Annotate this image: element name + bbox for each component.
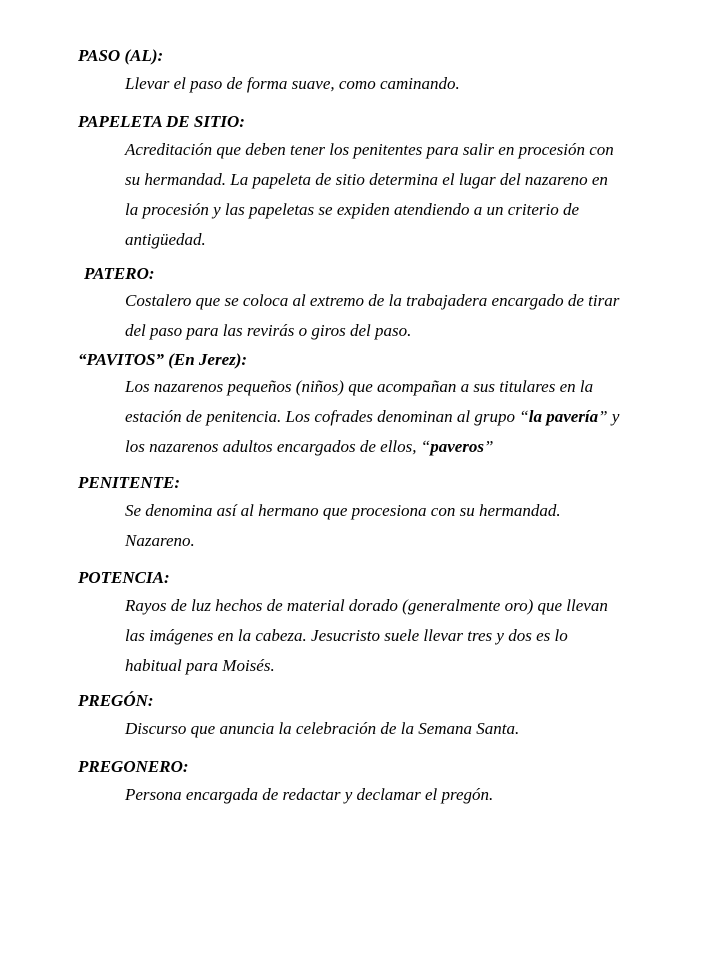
definition-potencia <box>125 591 700 681</box>
definition-penitente <box>125 496 700 556</box>
definition-line: Costalero que se coloca al extremo de la trabajadera encargado de tirar <box>125 291 620 310</box>
term-highlight-paveros: paveros <box>430 437 485 456</box>
definition-line: Se denomina así al hermano que procesiona con su hermandad. <box>125 501 561 520</box>
term-potencia: POTENCIA: <box>78 568 170 587</box>
definition-patero <box>125 286 700 346</box>
definition-line: del paso para las revirás o giros del paso. <box>125 321 412 340</box>
definition-line: Acreditación que deben tener los penitentes para salir en procesión con <box>125 140 614 159</box>
term-pregonero: PREGONERO: <box>78 757 189 776</box>
term-patero: PATERO: <box>84 264 155 283</box>
term-highlight-paveria: la pavería <box>528 407 599 426</box>
term-penitente: PENITENTE: <box>78 473 180 492</box>
definition-line: habitual para Moisés. <box>125 656 275 675</box>
term-paso-al: PASO (AL): <box>78 46 164 65</box>
term-pavitos: “PAVITOS” (En Jerez): <box>78 350 248 369</box>
definition-line-text: ” <box>484 437 494 456</box>
definition-line <box>125 432 700 462</box>
definition-pregon <box>125 714 700 744</box>
definition-line: su hermandad. La papeleta de sitio determina el lugar del nazareno en <box>125 170 608 189</box>
definition-line: Los nazarenos pequeños (niños) que acompañan a sus titulares en la <box>125 377 594 396</box>
definition-paso-al <box>125 69 700 99</box>
definition-line: las imágenes en la cabeza. Jesucristo suele llevar tres y dos es lo <box>125 626 568 645</box>
definition-line-text: ” y <box>598 407 620 426</box>
definition-line: antigüedad. <box>125 230 206 249</box>
definition-line: la procesión y las papeletas se expiden atendiendo a un criterio de <box>125 200 580 219</box>
definition-line: Nazareno. <box>125 531 195 550</box>
definition-line: Discurso que anuncia la celebración de la Semana Santa. <box>125 719 520 738</box>
definition-line <box>125 402 700 432</box>
definition-line: Persona encargada de redactar y declamar el pregón. <box>125 785 494 804</box>
definition-pregonero <box>125 780 700 810</box>
definition-papeleta-de-sitio <box>125 135 700 255</box>
definition-pavitos <box>125 372 700 462</box>
definition-line: Llevar el paso de forma suave, como caminando. <box>125 74 460 93</box>
definition-line-text: los nazarenos adultos encargados de ellos, “ <box>125 437 431 456</box>
term-papeleta-de-sitio: PAPELETA DE SITIO: <box>78 112 245 131</box>
term-pregon: PREGÓN: <box>78 691 154 710</box>
definition-line-text: estación de penitencia. Los cofrades denominan al grupo “ <box>125 407 529 426</box>
definition-line: Rayos de luz hechos de material dorado (generalmente oro) que llevan <box>125 596 608 615</box>
